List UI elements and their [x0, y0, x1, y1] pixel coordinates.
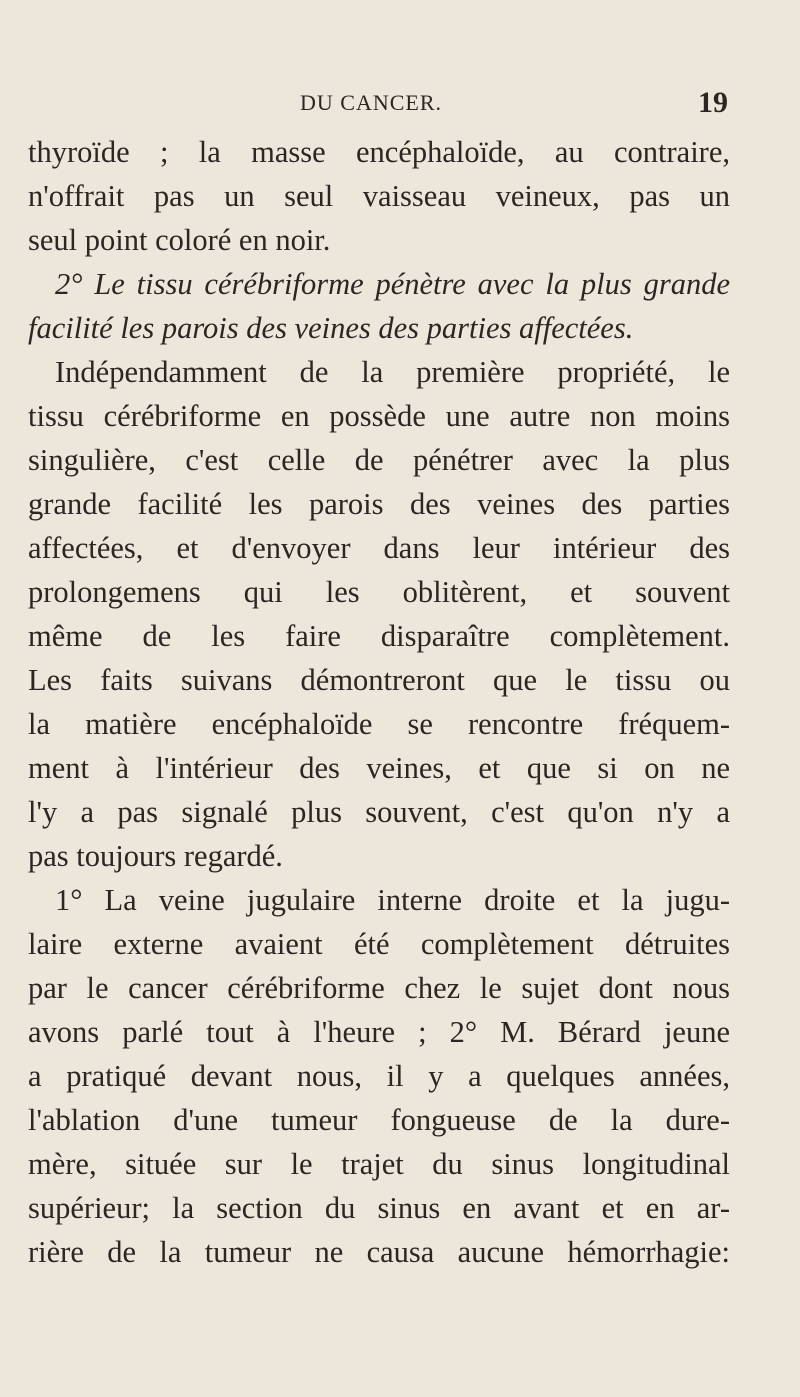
running-head: [0, 88, 800, 118]
text-line: pas toujours regardé.: [28, 839, 283, 873]
text-line: l'y a pas signalé plus souvent, c'est qu'on n'y a: [28, 795, 730, 829]
text-line: supérieur; la section du sinus en avant et en ar-: [28, 1191, 730, 1225]
running-title: DU CANCER.: [300, 90, 443, 115]
text-line: par le cancer cérébriforme chez le sujet dont nous: [28, 971, 730, 1005]
text-line: seul point coloré en noir.: [28, 223, 331, 257]
text-line: singulière, c'est celle de pénétrer avec la plus: [28, 443, 730, 477]
text-line: Indépendamment de la première propriété, le: [55, 355, 730, 389]
text-line: rière de la tumeur ne causa aucune hémorrhagie:: [28, 1235, 730, 1269]
text-line: grande facilité les parois des veines des parties: [28, 487, 730, 521]
text-line: l'ablation d'une tumeur fongueuse de la dure-: [28, 1103, 730, 1137]
text-line: prolongemens qui les oblitèrent, et souvent: [28, 575, 730, 609]
text-line: même de les faire disparaître complètement.: [28, 619, 730, 653]
page-number: 19: [698, 86, 728, 119]
text-line: a pratiqué devant nous, il y a quelques années,: [28, 1059, 730, 1093]
section-heading-line: 2° Le tissu cérébriforme pénètre avec la plus grande: [55, 267, 730, 301]
text-line: n'offrait pas un seul vaisseau veineux, pas un: [28, 179, 730, 213]
text-line: Les faits suivans démontreront que le tissu ou: [28, 663, 730, 697]
text-line: laire externe avaient été complètement détruites: [28, 927, 730, 961]
section-heading-line: facilité les parois des veines des parties affectées.: [28, 311, 634, 345]
text-line: avons parlé tout à l'heure ; 2° M. Bérard jeune: [28, 1015, 730, 1049]
text-line: ment à l'intérieur des veines, et que si on ne: [28, 751, 730, 785]
text-line: la matière encéphaloïde se rencontre fréquem-: [28, 707, 730, 741]
text-line: mère, située sur le trajet du sinus longitudinal: [28, 1147, 730, 1181]
text-line: thyroïde ; la masse encéphaloïde, au contraire,: [28, 135, 730, 169]
text-line: affectées, et d'envoyer dans leur intérieur des: [28, 531, 730, 565]
text-line: tissu cérébriforme en possède une autre non moins: [28, 399, 730, 433]
text-line: 1° La veine jugulaire interne droite et la jugu-: [55, 883, 730, 917]
